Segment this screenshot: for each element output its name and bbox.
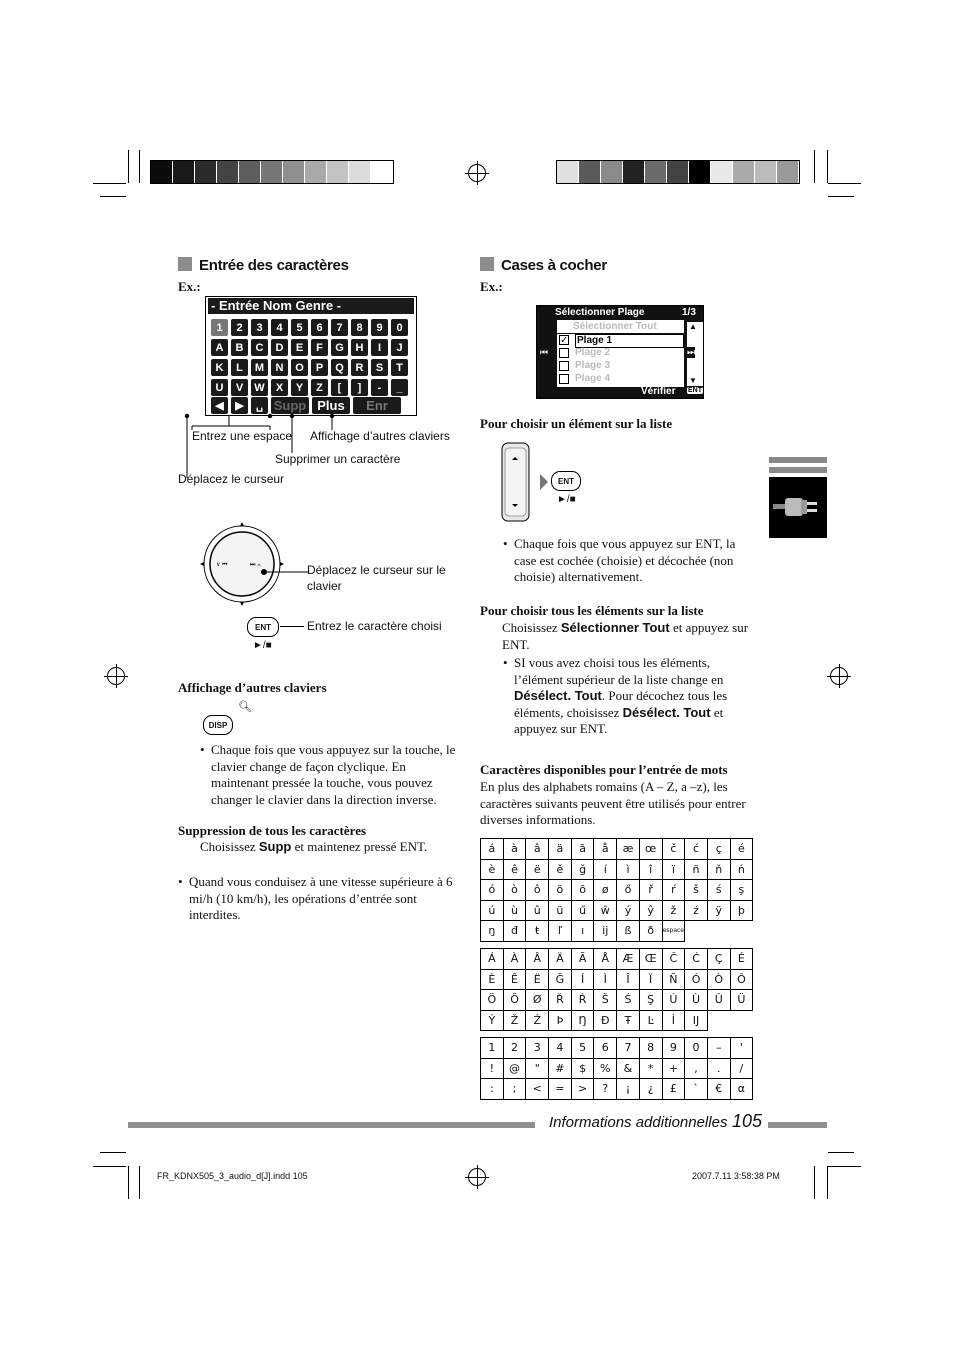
table-cell: ÿ [707, 900, 730, 921]
table-cell: Œ [639, 949, 662, 970]
table-cell: ` [685, 1079, 708, 1100]
color-swatch [777, 161, 799, 183]
table-cell: ž [662, 900, 685, 921]
table-cell: ñ [685, 859, 708, 880]
table-cell: ï [662, 859, 685, 880]
table-cell: ŧ [526, 921, 549, 942]
table-cell: ù [503, 900, 526, 921]
ent-button-icon: ENT [247, 617, 279, 637]
keyboard-key[interactable]: 8 [351, 319, 368, 336]
table-cell: Ø [526, 990, 549, 1011]
table-cell: š [685, 880, 708, 901]
table-cell: Ô [730, 969, 753, 990]
color-swatch [733, 161, 755, 183]
side-tab-stripe [769, 467, 827, 473]
keyboard-key[interactable]: B [231, 339, 248, 356]
table-cell: = [549, 1079, 572, 1100]
svg-text:⏭ ∧: ⏭ ∧ [250, 562, 261, 568]
next-icon[interactable]: ⏭ [687, 347, 696, 357]
ent-button-icon: ENT [551, 471, 581, 491]
color-swatch [689, 161, 711, 183]
table-cell: % [594, 1058, 617, 1079]
table-cell: / [730, 1058, 753, 1079]
table-cell: ' [730, 1038, 753, 1059]
table-cell: Ê [503, 969, 526, 990]
table-cell: # [549, 1058, 572, 1079]
keyboard-key[interactable]: 4 [271, 319, 288, 336]
available-text: En plus des alphabets romains (A – Z, a –z), les caractères suivants peuvent être utilisés pour entrer diverses informations. [480, 779, 746, 827]
keyboard-key[interactable]: P [311, 359, 328, 376]
ent-sub-label: ►/■ [253, 640, 272, 651]
keyboard-key[interactable]: U [211, 379, 228, 396]
lowercase-chars-table [480, 838, 753, 942]
table-cell: Ã [571, 949, 594, 970]
color-swatch [151, 161, 173, 183]
table-cell: ì [617, 859, 640, 880]
registration-mark-icon [107, 667, 125, 685]
table-cell: Â [526, 949, 549, 970]
print-date: 2007.7.11 3:58:38 PM [692, 1171, 780, 1181]
scroll-down-icon[interactable]: ▼ [689, 376, 697, 385]
color-swatch [755, 161, 777, 183]
checklist-item[interactable]: Plage 1 [575, 334, 684, 348]
color-swatch [667, 161, 689, 183]
choose-all-bullet: • SI vous avez choisi tous les éléments, l’élément supérieur de la liste change en Désélect. Tout. Pour décochez tous les éléments, choisissez Désélect. Tout et appuyez sur ENT. [514, 655, 758, 738]
table-cell: À [503, 949, 526, 970]
table-cell: Ŀ [639, 1010, 662, 1031]
table-cell: Ö [481, 990, 504, 1011]
table-cell: ú [481, 900, 504, 921]
driving-note: • Quand vous conduisez à une vitesse supérieure à 6 mi/h (10 km/h), les opérations d’entrée sont interdites. [189, 874, 459, 924]
table-row [481, 1058, 753, 1079]
callout-line [280, 626, 304, 627]
color-bar-left [150, 160, 394, 184]
table-cell: – [707, 1038, 730, 1059]
table-cell: ş [730, 880, 753, 901]
table-cell: Þ [549, 1010, 572, 1031]
search-icon: 🔍︎ [238, 701, 252, 713]
table-cell: $ [571, 1058, 594, 1079]
table-cell: Ù [685, 990, 708, 1011]
section-heading-checkboxes: Cases à cocher [480, 257, 607, 274]
checklist-item[interactable]: Plage 2 [575, 347, 611, 358]
section-heading-entry: Entrée des caractères [178, 257, 349, 274]
keyboard-key[interactable]: 2 [231, 319, 248, 336]
table-cell: € [707, 1079, 730, 1100]
color-swatch [349, 161, 371, 183]
table-cell: ü [549, 900, 572, 921]
checkbox[interactable] [559, 361, 569, 371]
dial-move-label: Déplacez le curseur sur le clavier [307, 563, 446, 593]
table-cell: Ë [526, 969, 549, 990]
prev-icon[interactable]: ⏮ [540, 347, 549, 357]
table-cell: Ì [594, 969, 617, 990]
table-cell: é [730, 839, 753, 860]
checklist-item[interactable]: Plage 4 [575, 373, 611, 384]
example-label: Ex.: [480, 279, 503, 294]
table-cell: 3 [526, 1038, 549, 1059]
color-swatch [327, 161, 349, 183]
table-row [481, 859, 753, 880]
select-all-item[interactable]: Sélectionner Tout [573, 321, 657, 332]
checkbox[interactable]: ✓ [560, 335, 569, 346]
verify-label[interactable]: Vérifier [641, 386, 676, 397]
table-cell: ŕ [662, 880, 685, 901]
table-cell: 1 [481, 1038, 504, 1059]
side-tab-stripe [769, 457, 827, 463]
table-cell: ë [526, 859, 549, 880]
color-swatch [623, 161, 645, 183]
color-bar-right [556, 160, 800, 184]
registration-mark-icon [830, 667, 848, 685]
table-cell: ő [617, 880, 640, 901]
table-cell: . [707, 1058, 730, 1079]
example-label: Ex.: [178, 279, 201, 294]
choose-one-bullet: • Chaque fois que vous appuyez sur ENT, la case est cochée (choisie) et décochée (non choisie) alternativement. [514, 536, 758, 586]
space-key[interactable]: ␣ [251, 397, 268, 414]
cursor-right-icon[interactable]: ▶ [231, 397, 248, 414]
table-cell: α [730, 1079, 753, 1100]
table-cell: ň [707, 859, 730, 880]
table-cell: ¿ [639, 1079, 662, 1100]
table-cell: ! [481, 1058, 504, 1079]
table-cell: ř [639, 880, 662, 901]
callout-space: Entrez une espace [192, 429, 293, 443]
table-cell: ğ [571, 859, 594, 880]
table-cell: ś [707, 880, 730, 901]
keyboard-key[interactable]: O [291, 359, 308, 376]
footer-rule-right [768, 1122, 827, 1128]
symbols-chars-table [480, 1037, 753, 1100]
table-row [481, 839, 753, 860]
suppress-heading: Suppression de tous les caractères [178, 823, 367, 838]
table-cell: Ú [662, 990, 685, 1011]
file-name: FR_KDNX505_3_audio_d[J].indd 105 [157, 1171, 308, 1181]
keyboard-key[interactable]: _ [391, 379, 408, 396]
table-cell: ? [594, 1079, 617, 1100]
table-row [481, 990, 753, 1011]
keyboard-key[interactable]: I [371, 339, 388, 356]
table-cell: ý [617, 900, 640, 921]
table-cell: Õ [503, 990, 526, 1011]
table-cell: Ò [707, 969, 730, 990]
suppress-line: Choisissez Supp et maintenez pressé ENT. [200, 839, 428, 854]
side-tab [769, 477, 827, 538]
table-cell: à [503, 839, 526, 860]
table-cell-empty [730, 921, 753, 942]
table-cell: ŵ [594, 900, 617, 921]
table-cell: ç [707, 839, 730, 860]
keyboard-key[interactable]: V [231, 379, 248, 396]
table-cell: Ñ [662, 969, 685, 990]
table-cell: â [526, 839, 549, 860]
control-dial-icon [198, 520, 308, 610]
table-cell: æ [617, 839, 640, 860]
other-keyboards-bullet: • Chaque fois que vous appuyez sur la touche, le clavier change de façon clyclique. En maintenant pressée la touche, vous pouvez changer le clavier dans la direction inverse. [211, 742, 463, 808]
table-cell: İ [662, 1010, 685, 1031]
table-cell: œ [639, 839, 662, 860]
ent-badge-icon: ENT [688, 387, 702, 394]
table-cell: ń [730, 859, 753, 880]
table-cell: å [594, 839, 617, 860]
table-row [481, 1079, 753, 1100]
choose-all-line: Choisissez Sélectionner Tout et appuyez sur ENT. [502, 620, 749, 652]
color-swatch [217, 161, 239, 183]
table-cell: Ğ [549, 969, 572, 990]
color-swatch [579, 161, 601, 183]
color-swatch [557, 161, 579, 183]
table-row [481, 921, 753, 942]
keyboard-key[interactable]: G [331, 339, 348, 356]
keyboard-screen [205, 296, 417, 416]
table-cell: 4 [549, 1038, 572, 1059]
keyboard-key[interactable]: 1 [211, 319, 228, 336]
table-cell: Ŕ [571, 990, 594, 1011]
color-swatch [195, 161, 217, 183]
footer-rule-left [128, 1122, 535, 1128]
keyboard-key[interactable]: 7 [331, 319, 348, 336]
table-cell: Ś [617, 990, 640, 1011]
color-swatch [645, 161, 667, 183]
keyboard-key[interactable]: R [351, 359, 368, 376]
table-cell: Ĳ [685, 1010, 708, 1031]
registration-mark-icon [468, 1168, 486, 1186]
table-cell: 6 [594, 1038, 617, 1059]
table-cell: ã [571, 839, 594, 860]
supp-key[interactable]: Supp [271, 397, 309, 414]
dial-enter-label: Entrez le caractère choisi [307, 619, 442, 633]
keyboard-key[interactable]: Y [291, 379, 308, 396]
keyboard-key[interactable]: S [371, 359, 388, 376]
table-cell: Å [594, 949, 617, 970]
table-cell: ö [549, 880, 572, 901]
table-cell: ; [503, 1079, 526, 1100]
table-cell: 0 [685, 1038, 708, 1059]
table-cell: 7 [617, 1038, 640, 1059]
table-cell: Æ [617, 949, 640, 970]
table-cell: ć [685, 839, 708, 860]
keyboard-key[interactable]: - [371, 379, 388, 396]
table-cell-empty [707, 1010, 730, 1031]
checklist-screen [536, 305, 704, 399]
table-cell-empty [730, 1010, 753, 1031]
table-cell: ź [685, 900, 708, 921]
callout-more-keyboards: Affichage d’autres claviers [310, 429, 450, 443]
keyboard-key[interactable]: 0 [391, 319, 408, 336]
table-cell: ß [617, 921, 640, 942]
callout-delete: Supprimer un caractère [275, 452, 401, 466]
keyboard-key[interactable]: E [291, 339, 308, 356]
checklist-page: 1/3 [682, 307, 696, 318]
table-cell: 9 [662, 1038, 685, 1059]
keyboard-key[interactable]: F [311, 339, 328, 356]
table-cell: Ş [639, 990, 662, 1011]
table-cell: ĳ [594, 921, 617, 942]
table-cell-empty [707, 921, 730, 942]
table-cell: ó [481, 880, 504, 901]
keyboard-key[interactable]: ] [351, 379, 368, 396]
color-swatch [261, 161, 283, 183]
table-cell-empty [685, 921, 708, 942]
table-row [481, 900, 753, 921]
keyboard-key[interactable]: 9 [371, 319, 388, 336]
other-keyboards-heading: Affichage d’autres claviers [178, 680, 327, 695]
table-cell: á [481, 839, 504, 860]
keyboard-key[interactable]: Z [311, 379, 328, 396]
keyboard-key[interactable]: D [271, 339, 288, 356]
table-cell: ű [571, 900, 594, 921]
table-cell: + [662, 1058, 685, 1079]
table-cell: ä [549, 839, 572, 860]
table-cell: î [639, 859, 662, 880]
color-swatch [601, 161, 623, 183]
table-row [481, 880, 753, 901]
table-cell: Ć [685, 949, 708, 970]
table-cell: đ [503, 921, 526, 942]
table-cell: ¡ [617, 1079, 640, 1100]
color-swatch [711, 161, 733, 183]
table-cell: & [617, 1058, 640, 1079]
table-cell: õ [571, 880, 594, 901]
color-swatch [239, 161, 261, 183]
table-cell: Ó [685, 969, 708, 990]
table-cell: : [481, 1079, 504, 1100]
table-cell: É [730, 949, 753, 970]
keyboard-key[interactable]: A [211, 339, 228, 356]
table-cell: Ç [707, 949, 730, 970]
table-cell: ě [549, 859, 572, 880]
table-cell: " [526, 1058, 549, 1079]
color-swatch [371, 161, 393, 183]
table-cell: Î [617, 969, 640, 990]
table-cell: Û [707, 990, 730, 1011]
table-cell: È [481, 969, 504, 990]
keyboard-key[interactable]: 3 [251, 319, 268, 336]
disp-button-icon: DISP [203, 715, 233, 735]
table-cell: Ä [549, 949, 572, 970]
keyboard-key[interactable]: T [391, 359, 408, 376]
footer-section: Informations additionnelles [549, 1114, 728, 1131]
keyboard-key[interactable]: [ [331, 379, 348, 396]
keyboard-key[interactable]: X [271, 379, 288, 396]
plug-icon [769, 477, 827, 538]
table-cell: Đ [594, 1010, 617, 1031]
keyboard-key[interactable]: L [231, 359, 248, 376]
checkbox[interactable] [559, 348, 569, 358]
table-cell: * [639, 1058, 662, 1079]
table-cell: Ï [639, 969, 662, 990]
table-cell: < [526, 1079, 549, 1100]
table-cell: ŋ [481, 921, 504, 942]
table-cell: 2 [503, 1038, 526, 1059]
choose-all-heading: Pour choisir tous les éléments sur la liste [480, 603, 704, 618]
table-cell: Ŧ [617, 1010, 640, 1031]
table-cell: ŷ [639, 900, 662, 921]
choose-one-heading: Pour choisir un élément sur la liste [480, 416, 673, 431]
svg-text:∨ ⏮: ∨ ⏮ [216, 562, 228, 568]
table-row [481, 969, 753, 990]
table-cell: Á [481, 949, 504, 970]
enr-key[interactable]: Enr [353, 397, 401, 414]
keyboard-key[interactable]: K [211, 359, 228, 376]
uppercase-chars-table [480, 948, 753, 1031]
table-cell: Ü [730, 990, 753, 1011]
color-swatch [173, 161, 195, 183]
keyboard-key[interactable]: N [271, 359, 288, 376]
color-swatch [305, 161, 327, 183]
table-cell: , [685, 1058, 708, 1079]
checklist-item[interactable]: Plage 3 [575, 360, 611, 371]
table-cell: 8 [639, 1038, 662, 1059]
checklist-header: Sélectionner Plage [555, 307, 645, 318]
table-cell: @ [503, 1058, 526, 1079]
table-cell: Ŋ [571, 1010, 594, 1031]
registration-mark-icon [468, 164, 486, 182]
keyboard-key[interactable]: Q [331, 359, 348, 376]
table-cell: Ž [503, 1010, 526, 1031]
table-cell: ò [503, 880, 526, 901]
keyboard-title: - Entrée Nom Genre - [208, 298, 414, 314]
table-row [481, 949, 753, 970]
table-row [481, 1038, 753, 1059]
scroll-up-icon[interactable]: ▲ [689, 322, 697, 331]
color-swatch [283, 161, 305, 183]
table-cell: 5 [571, 1038, 594, 1059]
keyboard-key[interactable]: M [251, 359, 268, 376]
table-cell: è [481, 859, 504, 880]
table-cell: ê [503, 859, 526, 880]
table-cell: £ [662, 1079, 685, 1100]
callout-cursor: Déplacez le curseur [178, 472, 285, 486]
table-cell: ð [639, 921, 662, 942]
keyboard-key[interactable]: C [251, 339, 268, 356]
keyboard-key[interactable]: 6 [311, 319, 328, 336]
table-cell: ø [594, 880, 617, 901]
table-cell: Č [662, 949, 685, 970]
table-cell: Š [594, 990, 617, 1011]
table-cell: espace [662, 921, 685, 942]
keyboard-key[interactable]: J [391, 339, 408, 356]
keyboard-grid [211, 319, 408, 396]
table-cell: Ř [549, 990, 572, 1011]
checkbox[interactable] [559, 374, 569, 384]
plus-key[interactable]: Plus [312, 397, 350, 414]
cursor-left-icon[interactable]: ◀ [211, 397, 228, 414]
table-cell: ô [526, 880, 549, 901]
table-cell: þ [730, 900, 753, 921]
table-cell: Í [571, 969, 594, 990]
table-cell: ľ [549, 921, 572, 942]
table-cell: ı [571, 921, 594, 942]
page-number: 105 [732, 1111, 763, 1131]
table-cell: Ý [481, 1010, 504, 1031]
table-row [481, 1010, 753, 1031]
table-cell: Ź [526, 1010, 549, 1031]
table-cell: û [526, 900, 549, 921]
keyboard-key[interactable]: H [351, 339, 368, 356]
keyboard-key[interactable]: W [251, 379, 268, 396]
ent-sub-label: ►/■ [557, 494, 576, 505]
table-cell: > [571, 1079, 594, 1100]
keyboard-key[interactable]: 5 [291, 319, 308, 336]
available-heading: Caractères disponibles pour l’entrée de mots [480, 762, 728, 777]
table-cell: č [662, 839, 685, 860]
table-cell: í [594, 859, 617, 880]
